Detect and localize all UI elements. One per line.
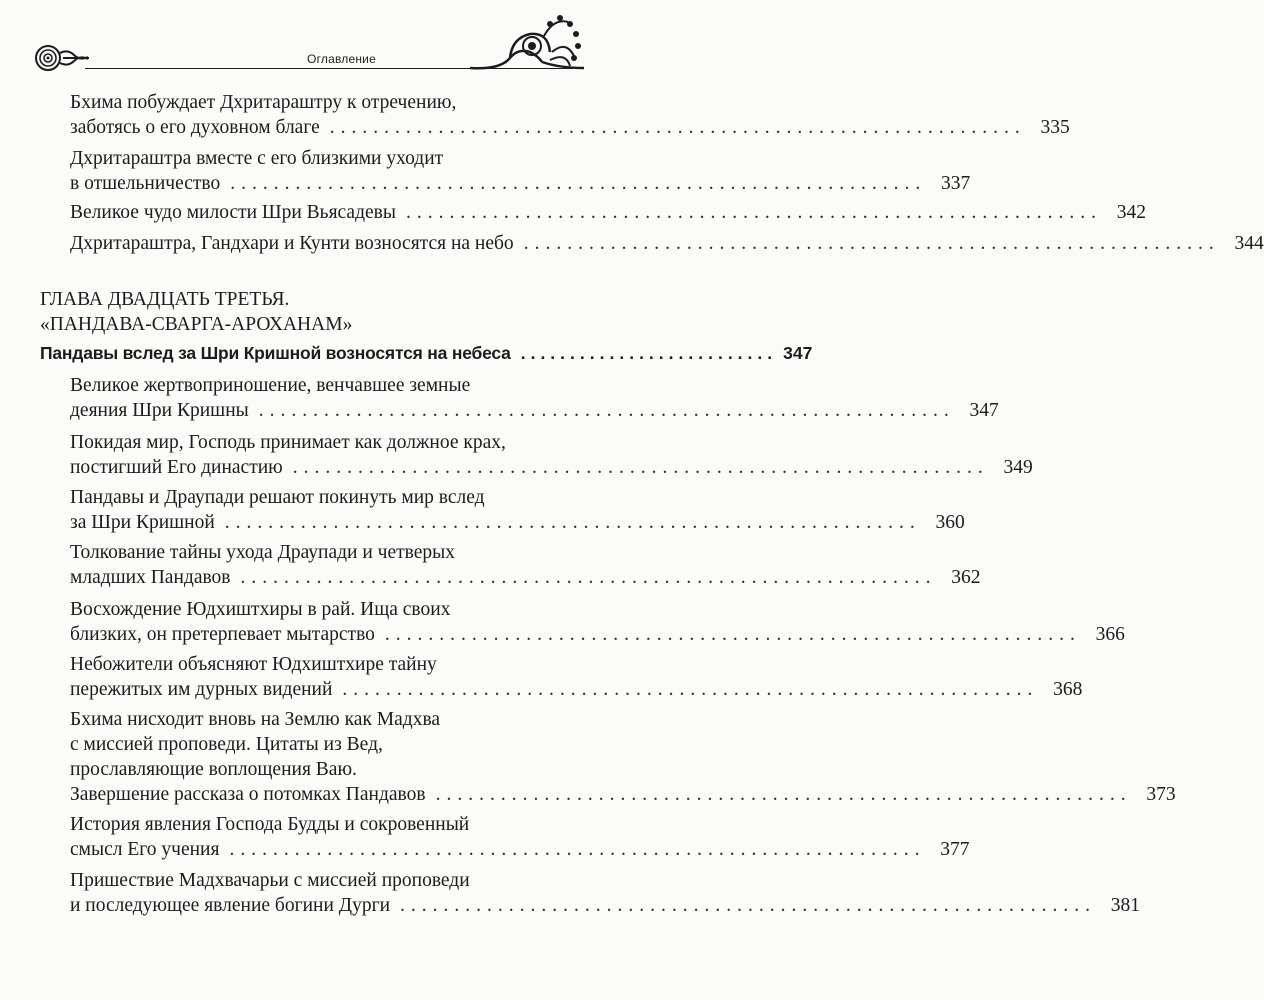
toc-entry-text: и последующее явление богини Дурги: [70, 895, 390, 916]
section-title: Пандавы вслед за Шри Кришной возносятся на небеса: [40, 343, 511, 363]
toc-entry[interactable]: Покидая мир, Господь принимает как должное крах, постигший Его династию ................................................................ 349: [70, 432, 1033, 478]
page-number: 368: [1053, 679, 1083, 700]
page-title: Оглавление: [307, 52, 376, 66]
toc-section[interactable]: Пандавы вслед за Шри Кришной возносятся на небеса .......................... 347: [40, 341, 584, 366]
chapter-heading: [40, 287, 352, 337]
toc-entry-text: Небожители объясняют Юдхиштхире тайну: [70, 654, 437, 675]
page-number: 360: [935, 512, 965, 533]
toc-entry-text: пережитых им дурных видений: [70, 679, 333, 700]
toc-entry-text: младших Пандавов: [70, 567, 231, 588]
toc-entry[interactable]: Великое чудо милости Шри Вьясадевы ................................................................ 342: [70, 202, 1146, 223]
toc-entry[interactable]: Небожители объясняют Юдхиштхире тайну пережитых им дурных видений ................................................................ 368: [70, 654, 1083, 700]
toc-entry-text: за Шри Кришной: [70, 512, 215, 533]
page-number: 366: [1095, 624, 1125, 645]
chapter-number: ГЛАВА ДВАДЦАТЬ ТРЕТЬЯ.: [40, 289, 290, 310]
peacock-ornament-icon: [470, 12, 590, 72]
toc-entry[interactable]: Бхима побуждает Дхритараштру к отречению, заботясь о его духовном благе ................................................................ 335: [70, 92, 1070, 138]
page-number: 347: [783, 343, 813, 363]
toc-entry[interactable]: Пандавы и Драупади решают покинуть мир вслед за Шри Кришной ................................................................ 360: [70, 487, 965, 533]
toc-entry-text: Пандавы и Драупади решают покинуть мир вслед: [70, 487, 485, 508]
toc-entry-text: Пришествие Мадхвачарьи с миссией проповеди: [70, 870, 470, 891]
page-number: 335: [1040, 117, 1070, 138]
toc-entry-text: История явления Господа Будды и сокровенный: [70, 814, 470, 835]
toc-entry-text: близких, он претерпевает мытарство: [70, 624, 375, 645]
toc-entry[interactable]: Толкование тайны ухода Драупади и четверых младших Пандавов ................................................................ 362: [70, 542, 981, 588]
toc-entry[interactable]: Великое жертвоприношение, венчавшее земные деяния Шри Кришны ................................................................ 347: [70, 375, 999, 421]
page-number: 337: [940, 173, 971, 194]
page-number: 373: [1146, 784, 1176, 805]
page-number: 342: [1116, 202, 1146, 223]
page-header: [0, 0, 683, 80]
toc-entry-text: Великое чудо милости Шри Вьясадевы: [70, 202, 396, 223]
toc-entry-text: заботясь о его духовном благе: [70, 117, 320, 138]
toc-entry-text: в отшельничество: [70, 173, 221, 194]
toc-entry-text: прославляющие воплощения Ваю.: [70, 759, 357, 780]
page-number: 377: [940, 839, 970, 860]
page-number: 362: [951, 567, 981, 588]
page-number: 349: [1003, 457, 1033, 478]
page-number: 347: [969, 400, 999, 421]
chapter-title: «ПАНДАВА-СВАРГА-АРОХАНАМ»: [40, 314, 353, 335]
toc-entry-text: Бхима побуждает Дхритараштру к отречению,: [70, 92, 457, 113]
toc-entry-text: Покидая мир, Господь принимает как должное крах,: [70, 432, 506, 453]
toc-entry-text: Восхождение Юдхиштхиры в рай. Ища своих: [70, 599, 451, 620]
page-number: 381: [1110, 895, 1140, 916]
toc-entry[interactable]: История явления Господа Будды и сокровенный смысл Его учения ................................................................ 377: [70, 814, 970, 860]
toc-entry[interactable]: Дхритараштра, Гандхари и Кунти возносятся на небо ................................................................ 344: [70, 233, 1264, 254]
toc-entry-text: Великое жертвоприношение, венчавшее земные: [70, 375, 471, 396]
toc-entry[interactable]: Дхритараштра вместе с его близкими уходит в отшельничество ................................................................ 337: [70, 148, 971, 194]
toc-entry-text: Завершение рассказа о потомках Пандавов: [70, 784, 426, 805]
toc-entry-text: с миссией проповеди. Цитаты из Вед,: [70, 734, 383, 755]
toc-entry[interactable]: Восхождение Юдхиштхиры в рай. Ища своих близких, он претерпевает мытарство ................................................................ 366: [70, 599, 1125, 645]
toc-entry-text: постигший Его династию: [70, 457, 283, 478]
toc-entry-text: Дхритараштра вместе с его близкими уходит: [70, 148, 444, 169]
toc-entry-text: смысл Его учения: [70, 839, 220, 860]
page-number: 344: [1234, 233, 1264, 254]
toc-entry-text: Бхима нисходит вновь на Землю как Мадхва: [70, 709, 441, 730]
toc-entry[interactable]: Пришествие Мадхвачарьи с миссией проповеди и последующее явление богини Дурги ................................................................ 381: [70, 870, 1140, 916]
toc-entry-text: Толкование тайны ухода Драупади и четверых: [70, 542, 456, 563]
toc-entry-text: Дхритараштра, Гандхари и Кунти возносятся на небо: [70, 233, 514, 254]
toc-entry[interactable]: Бхима нисходит вновь на Землю как Мадхва с миссией проповеди. Цитаты из Вед, прославляющие воплощения Ваю. Завершение рассказа о потомках Пандавов ................................................................ 373: [70, 709, 1176, 805]
toc-entry-text: деяния Шри Кришны: [70, 400, 249, 421]
